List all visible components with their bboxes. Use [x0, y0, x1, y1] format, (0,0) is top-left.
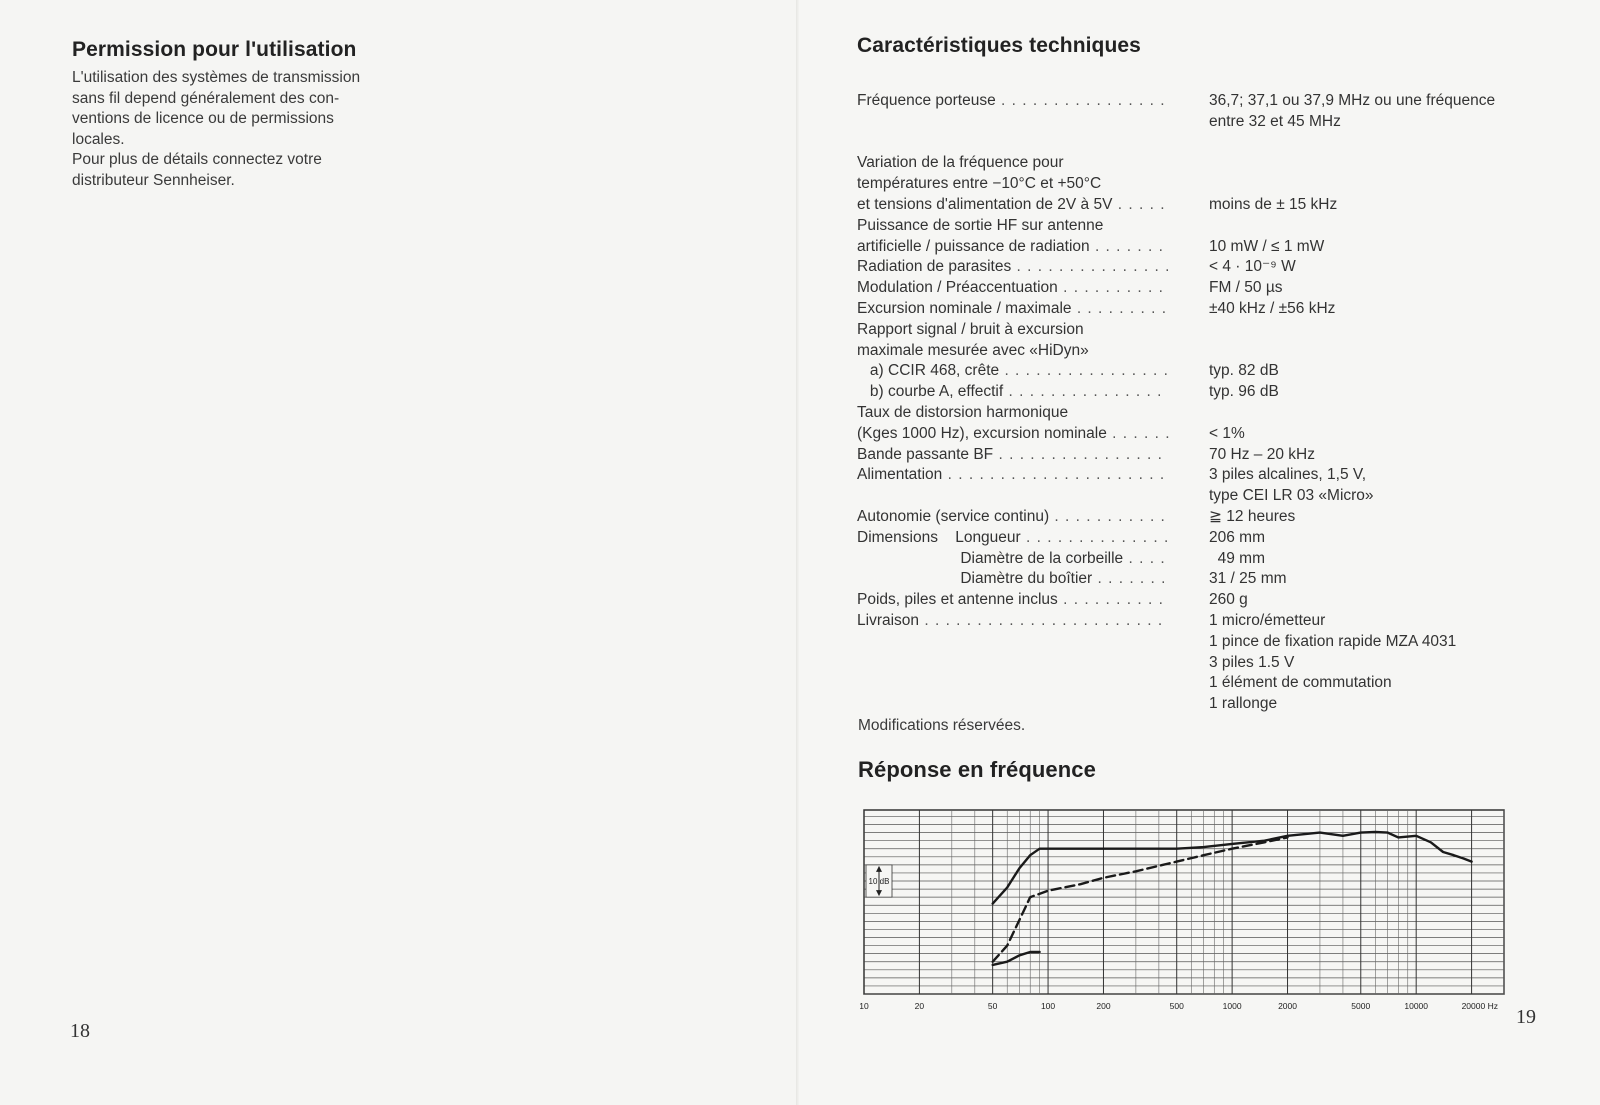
spec-value: 260 g	[1209, 591, 1248, 609]
spec-row	[857, 611, 1557, 632]
frequency-response-svg	[860, 806, 1520, 1016]
spec-row	[857, 445, 1557, 466]
body-line: locales.	[72, 130, 125, 148]
spec-value: ≧ 12 heures	[1209, 507, 1296, 525]
modifications-note: Modifications réservées.	[858, 717, 1026, 734]
page-number-right: 19	[1516, 1006, 1536, 1028]
spec-row	[857, 673, 1557, 694]
spec-label: Alimentation . . .	[857, 465, 1169, 486]
spec-value: 3 piles alcalines, 1,5 V,	[1209, 466, 1367, 484]
specs-title: Caractéristiques techniques	[857, 34, 1141, 57]
x-tick-label: 500	[1169, 1001, 1184, 1011]
x-tick-label: 200	[1096, 1001, 1111, 1011]
scale-label: 10 dB	[868, 877, 890, 887]
spec-row	[857, 361, 1557, 382]
page-number-left: 18	[70, 1020, 90, 1042]
spec-row	[857, 569, 1557, 590]
x-tick-label: 5000	[1351, 1001, 1371, 1011]
spec-row	[857, 278, 1557, 299]
body-line: ventions de licence ou de permissions	[72, 110, 334, 128]
spec-label: maximale mesurée avec «HiDyn»	[857, 341, 1089, 359]
spec-value: ±40 kHz / ±56 kHz	[1209, 299, 1336, 317]
spec-row	[857, 382, 1557, 403]
spec-row	[857, 91, 1557, 112]
x-tick-label: 100	[1040, 1001, 1056, 1011]
spec-label: Poids, piles et antenne inclus . . .	[857, 590, 1169, 611]
spec-row	[857, 257, 1557, 278]
spec-label: Variation de la fréquence pour	[857, 154, 1064, 172]
spec-row	[857, 507, 1557, 528]
spec-value: 3 piles 1.5 V	[1209, 653, 1295, 671]
spec-value: 70 Hz – 20 kHz	[1209, 445, 1315, 463]
x-tick-label: 20	[914, 1001, 925, 1011]
x-tick-label: 2000	[1278, 1001, 1297, 1011]
spec-label: Dimensions Longueur . . .	[857, 528, 1169, 549]
spec-row	[857, 320, 1557, 341]
spec-value: 1 pince de fixation rapide MZA 4031	[1209, 632, 1457, 650]
spec-label: a) CCIR 468, crête . . .	[857, 361, 1169, 382]
spec-row	[857, 528, 1557, 549]
spec-row	[857, 486, 1557, 507]
response-curve-2	[993, 837, 1288, 961]
spec-row	[857, 341, 1557, 362]
spec-row	[857, 133, 1557, 154]
spec-label: et tensions d'alimentation de 2V à 5V . . .	[857, 195, 1169, 216]
spec-value: moins de ± 15 kHz	[1209, 195, 1338, 213]
spec-row	[857, 653, 1557, 674]
spec-row	[857, 403, 1557, 424]
spec-label: Radiation de parasites . . .	[857, 257, 1169, 278]
spec-label: Autonomie (service continu) . . .	[857, 507, 1169, 528]
spec-row	[857, 195, 1557, 216]
spec-label: Excursion nominale / maximale . . .	[857, 299, 1169, 320]
x-tick-label: 10000	[1404, 1001, 1429, 1011]
spec-row	[857, 694, 1557, 715]
spec-value: typ. 82 dB	[1209, 362, 1279, 380]
spec-label: Diamètre du boîtier . . .	[857, 569, 1169, 590]
spec-label: Rapport signal / bruit à excursion	[857, 320, 1084, 338]
spec-row	[857, 632, 1557, 653]
x-tick-label: 1000	[1222, 1001, 1242, 1011]
spec-row	[857, 465, 1557, 486]
permission-title: Permission pour l'utilisation	[72, 38, 357, 61]
spec-value: < 4 · 10⁻⁹ W	[1209, 258, 1296, 276]
spec-row	[857, 237, 1557, 258]
spec-label: Bande passante BF . . .	[857, 445, 1169, 466]
spec-value: typ. 96 dB	[1209, 383, 1279, 401]
permission-body	[72, 68, 360, 192]
spec-label: artificielle / puissance de radiation . . .	[857, 237, 1169, 258]
spec-label: Modulation / Préaccentuation . . .	[857, 278, 1169, 299]
spec-label: Taux de distorsion harmonique	[857, 403, 1069, 421]
spec-value: 1 micro/émetteur	[1209, 611, 1326, 629]
spec-value: entre 32 et 45 MHz	[1209, 112, 1341, 130]
spec-label: Fréquence porteuse . . .	[857, 91, 1169, 112]
spec-value: 49 mm	[1209, 549, 1265, 567]
spec-row	[857, 112, 1557, 133]
frequency-response-title: Réponse en fréquence	[858, 757, 1096, 782]
spec-label: Diamètre de la corbeille . . .	[857, 549, 1169, 570]
x-tick-label: 50	[987, 1001, 998, 1011]
spec-label: Livraison . . .	[857, 611, 1169, 632]
spec-row	[857, 590, 1557, 611]
spec-value: 10 mW / ≤ 1 mW	[1209, 237, 1325, 255]
body-line: L'utilisation des systèmes de transmission	[72, 69, 361, 86]
spec-value: 31 / 25 mm	[1209, 570, 1287, 588]
body-line: sans fil depend généralement des con-	[72, 89, 340, 107]
spec-label: Puissance de sortie HF sur antenne	[857, 216, 1104, 234]
body-line: Pour plus de détails connectez votre	[72, 151, 322, 169]
spec-value: < 1%	[1209, 424, 1245, 442]
spec-value: FM / 50 µs	[1209, 279, 1283, 297]
frequency-response-chart	[860, 806, 1520, 1021]
spec-value: 1 élément de commutation	[1209, 674, 1392, 692]
spec-value: 1 rallonge	[1209, 695, 1278, 713]
spec-row	[857, 549, 1557, 570]
spec-label: b) courbe A, effectif . . .	[857, 382, 1169, 403]
x-tick-label: 10	[860, 1001, 869, 1011]
spec-label: températures entre −10°C et +50°C	[857, 175, 1102, 193]
spec-row	[857, 299, 1557, 320]
spec-value: 206 mm	[1209, 528, 1265, 546]
x-tick-label: 20000 Hz	[1461, 1001, 1498, 1011]
spec-value: 36,7; 37,1 ou 37,9 MHz ou une fréquence	[1209, 92, 1496, 109]
specs-table	[857, 91, 1557, 715]
spec-value: type CEI LR 03 «Micro»	[1209, 487, 1374, 505]
body-line: distributeur Sennheiser.	[72, 171, 235, 189]
spec-label: (Kges 1000 Hz), excursion nominale . . .	[857, 424, 1169, 445]
spec-row	[857, 424, 1557, 445]
spec-row	[857, 153, 1557, 174]
spec-row	[857, 174, 1557, 195]
spec-row	[857, 216, 1557, 237]
